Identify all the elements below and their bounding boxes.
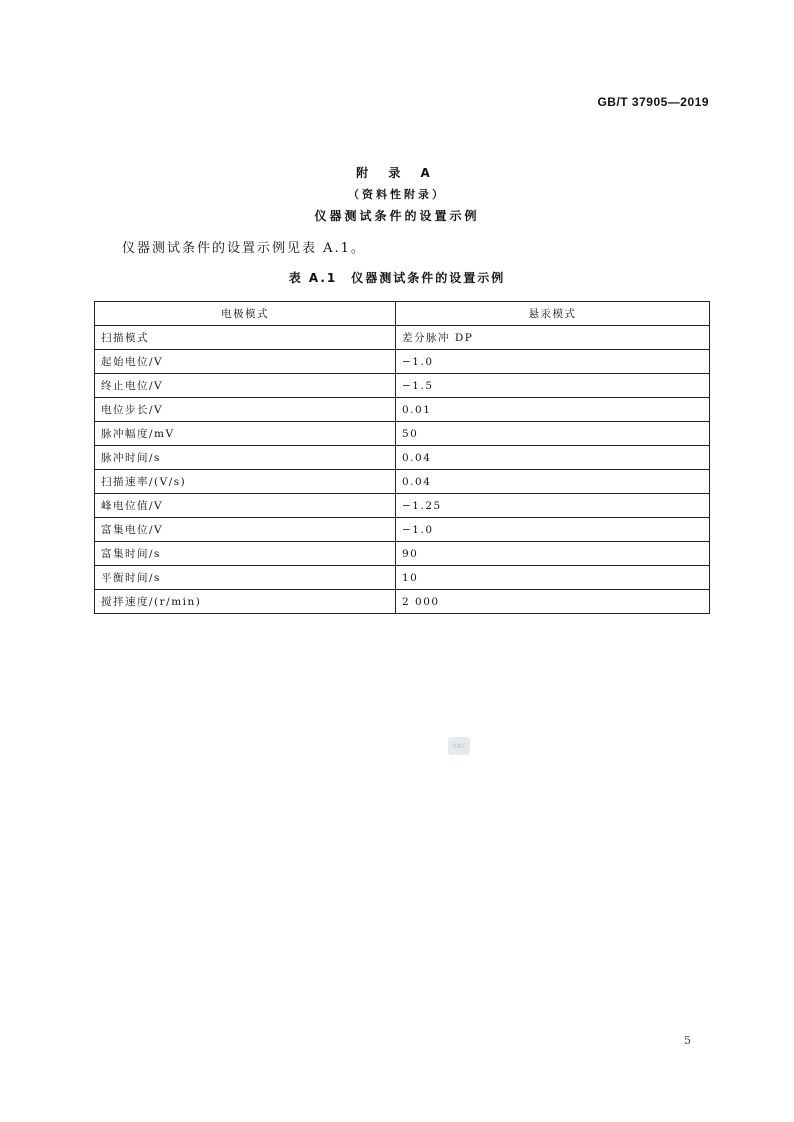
table-row	[95, 350, 710, 374]
parameter-value: 90	[396, 542, 710, 566]
parameter-value: −1.0	[396, 518, 710, 542]
parameter-value: 0.04	[396, 446, 710, 470]
table-header-row	[95, 302, 710, 326]
parameter-value: −1.5	[396, 374, 710, 398]
table-row	[95, 542, 710, 566]
parameter-name: 电位步长/V	[95, 398, 396, 422]
parameter-value: 2 000	[396, 590, 710, 614]
sac-watermark-logo: SAC	[448, 737, 470, 755]
table-caption	[0, 269, 794, 286]
table-row	[95, 326, 710, 350]
intro-paragraph: 仪器测试条件的设置示例见表 A.1。	[122, 241, 366, 256]
parameter-name: 搅拌速度/(r/min)	[95, 590, 396, 614]
table-row	[95, 374, 710, 398]
column-header: 悬汞模式	[396, 302, 710, 326]
parameter-name: 平衡时间/s	[95, 566, 396, 590]
standard-code: GB/T 37905—2019	[597, 95, 709, 109]
parameter-value: 10	[396, 566, 710, 590]
parameter-name: 扫描速率/(V/s)	[95, 470, 396, 494]
parameter-name: 起始电位/V	[95, 350, 396, 374]
parameter-value: 0.04	[396, 470, 710, 494]
column-header: 电极模式	[95, 302, 396, 326]
parameter-name: 富集电位/V	[95, 518, 396, 542]
parameter-value: 0.01	[396, 398, 710, 422]
parameter-name: 脉冲时间/s	[95, 446, 396, 470]
table-row	[95, 398, 710, 422]
parameter-value: 差分脉冲 DP	[396, 326, 710, 350]
parameter-value: 50	[396, 422, 710, 446]
appendix-subtitle: （资料性附录）	[348, 188, 446, 201]
parameter-name: 扫描模式	[95, 326, 396, 350]
table-row	[95, 422, 710, 446]
table-number: 表 A.1	[288, 271, 338, 285]
appendix-heading: 仪器测试条件的设置示例	[314, 209, 480, 223]
table-title: 仪器测试条件的设置示例	[351, 271, 506, 285]
page-number: 5	[684, 1034, 691, 1047]
parameter-name: 脉冲幅度/mV	[95, 422, 396, 446]
parameter-value: −1.0	[396, 350, 710, 374]
parameter-name: 峰电位值/V	[95, 494, 396, 518]
table-row	[95, 446, 710, 470]
parameter-name: 终止电位/V	[95, 374, 396, 398]
parameter-value: −1.25	[396, 494, 710, 518]
appendix-title: 附 录 A	[356, 166, 438, 180]
table-row	[95, 566, 710, 590]
table-row	[95, 470, 710, 494]
table-row	[95, 494, 710, 518]
table-row	[95, 518, 710, 542]
table-row	[95, 590, 710, 614]
parameter-name: 富集时间/s	[95, 542, 396, 566]
parameters-table	[94, 301, 710, 614]
